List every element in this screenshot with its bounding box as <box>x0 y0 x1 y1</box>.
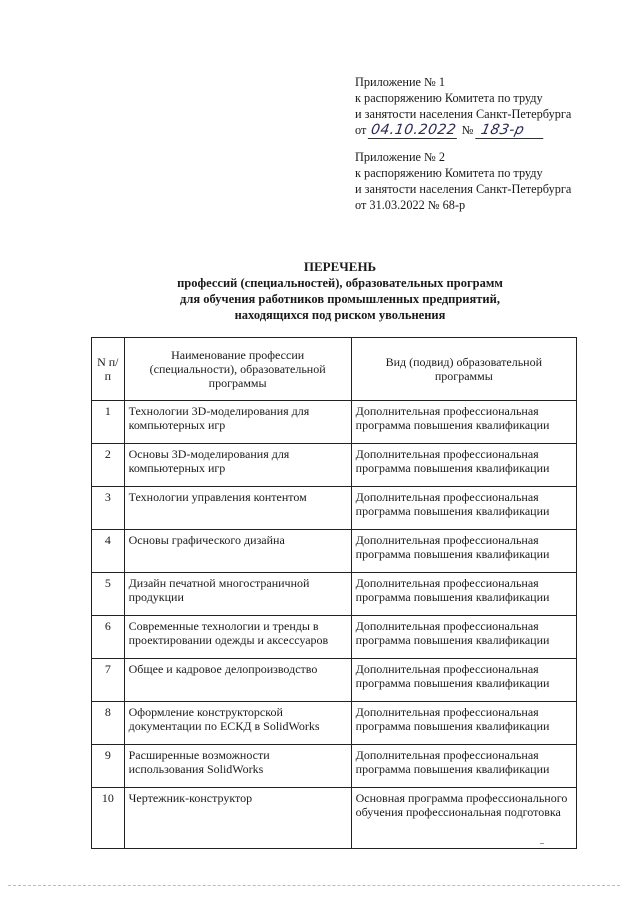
header-type: Вид (подвид) образовательной программы <box>351 338 576 401</box>
appendix-2-line1: к распоряжению Комитета по труду <box>355 166 543 180</box>
table-row <box>92 487 577 530</box>
row-number: 10 <box>92 788 125 849</box>
table-row <box>92 530 577 573</box>
handwritten-number: 183-р <box>475 122 547 139</box>
row-type: Основная программа профессионального обучения профессиональная подготовка <box>351 788 576 849</box>
row-type: Дополнительная профессиональная программа повышения квалификации <box>351 487 576 530</box>
appendix-1-line2: и занятости населения Санкт-Петербурга <box>355 107 572 121</box>
appendix-1-date-prefix: от <box>355 123 367 137</box>
row-number: 9 <box>92 745 125 788</box>
row-name: Оформление конструкторской документации по ЕСКД в SolidWorks <box>124 702 351 745</box>
row-type: Дополнительная профессиональная программа повышения квалификации <box>351 745 576 788</box>
row-name: Чертежник-конструктор <box>124 788 351 849</box>
handwritten-date: 04.10.2022 <box>368 122 460 139</box>
programs-table <box>91 337 577 849</box>
row-number: 6 <box>92 616 125 659</box>
heading-line3: находящихся под риском увольнения <box>234 308 446 322</box>
row-type: Дополнительная профессиональная программа повышения квалификации <box>351 573 576 616</box>
heading-line2: для обучения работников промышленных предприятий, <box>180 292 500 306</box>
row-type: Дополнительная профессиональная программа повышения квалификации <box>351 530 576 573</box>
appendix-1-title: Приложение № 1 <box>355 75 446 89</box>
appendix-2-title: Приложение № 2 <box>355 150 446 164</box>
appendix-2-line2: и занятости населения Санкт-Петербурга <box>355 182 572 196</box>
appendix-1-line1: к распоряжению Комитета по труду <box>355 91 543 105</box>
appendix-1-block <box>355 74 625 139</box>
scan-artifact-mark <box>540 843 544 844</box>
row-name: Технологии 3D-моделирования для компьютерных игр <box>124 401 351 444</box>
row-type: Дополнительная профессиональная программа повышения квалификации <box>351 702 576 745</box>
row-name: Технологии управления контентом <box>124 487 351 530</box>
table-row <box>92 573 577 616</box>
row-number: 8 <box>92 702 125 745</box>
row-number: 2 <box>92 444 125 487</box>
row-number: 4 <box>92 530 125 573</box>
table-header-row <box>92 338 577 401</box>
appendix-1-date-row <box>355 122 625 139</box>
document-heading <box>120 259 560 323</box>
appendix-2-line3: от 31.03.2022 № 68-р <box>355 198 466 212</box>
row-type: Дополнительная профессиональная программа повышения квалификации <box>351 616 576 659</box>
appendix-2-block <box>355 149 625 213</box>
row-name: Дизайн печатной многостраничной продукции <box>124 573 351 616</box>
table-row <box>92 788 577 849</box>
heading-line1: профессий (специальностей), образовательных программ <box>177 276 503 290</box>
table-row <box>92 745 577 788</box>
row-number: 7 <box>92 659 125 702</box>
row-type: Дополнительная профессиональная программа повышения квалификации <box>351 401 576 444</box>
row-name: Современные технологии и тренды в проектировании одежды и аксессуаров <box>124 616 351 659</box>
table-row <box>92 702 577 745</box>
row-name: Основы 3D-моделирования для компьютерных игр <box>124 444 351 487</box>
row-name: Основы графического дизайна <box>124 530 351 573</box>
header-name: Наименование профессии (специальности), образовательной программы <box>124 338 351 401</box>
heading-title: ПЕРЕЧЕНЬ <box>303 259 377 274</box>
table-row <box>92 659 577 702</box>
table-row <box>92 401 577 444</box>
row-number: 3 <box>92 487 125 530</box>
row-type: Дополнительная профессиональная программа повышения квалификации <box>351 444 576 487</box>
row-name: Расширенные возможности использования SolidWorks <box>124 745 351 788</box>
row-name: Общее и кадровое делопроизводство <box>124 659 351 702</box>
row-number: 5 <box>92 573 125 616</box>
table-row <box>92 444 577 487</box>
header-number: N п/п <box>92 338 125 401</box>
row-number: 1 <box>92 401 125 444</box>
scan-artifact-line <box>8 885 620 886</box>
row-type: Дополнительная профессиональная программа повышения квалификации <box>351 659 576 702</box>
appendix-1-number-prefix: № <box>461 123 474 137</box>
table-row <box>92 616 577 659</box>
